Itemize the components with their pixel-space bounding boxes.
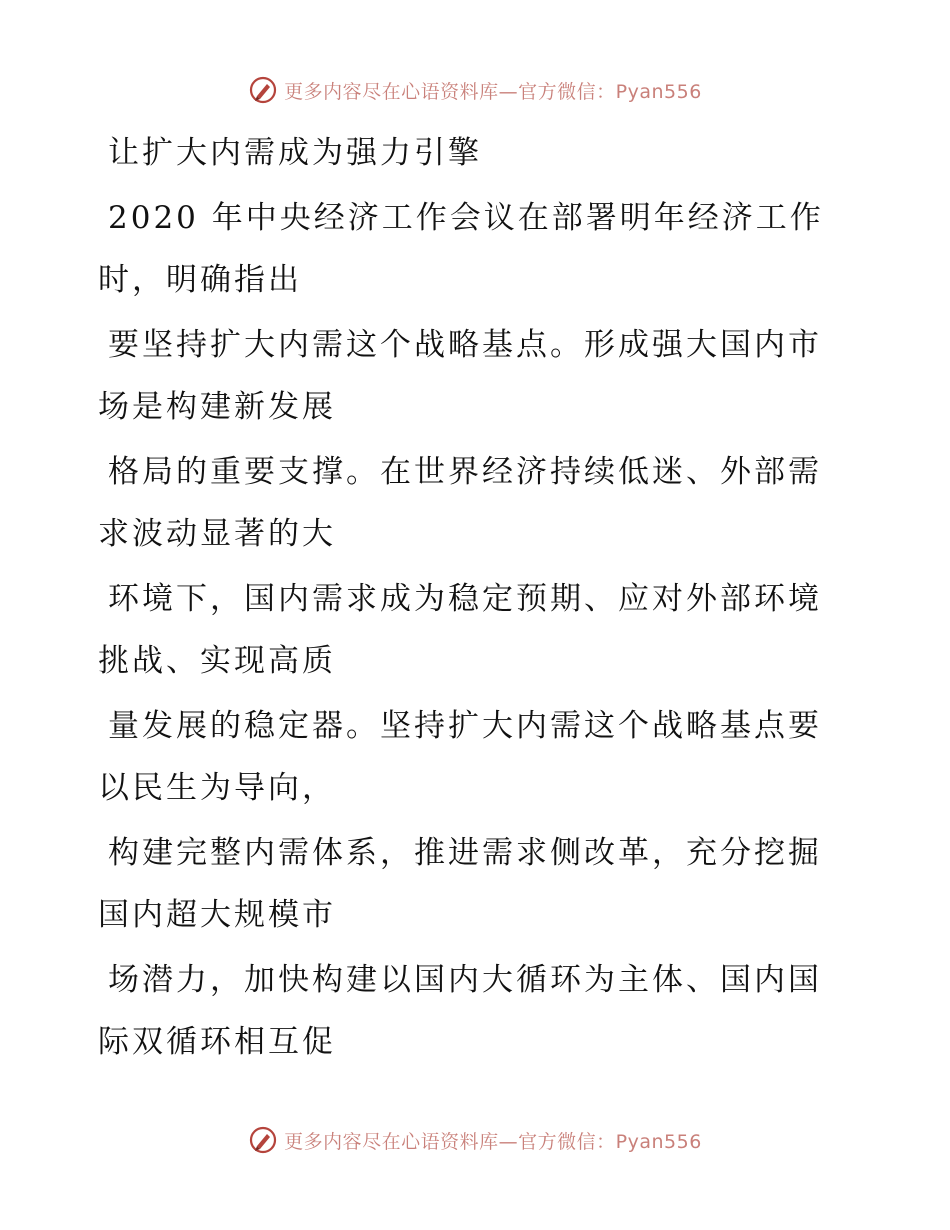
paragraph (98, 314, 838, 438)
document-title (98, 122, 838, 184)
watermark-text: 更多内容尽在心语资料库—官方微信：Pyan556 (284, 80, 702, 103)
paragraph-line: 际双循环相互促 (98, 1024, 336, 1060)
paragraph (98, 695, 838, 819)
paragraph-line: 国内超大规模市 (98, 897, 336, 933)
paragraph-line: 场潜力，加快构建以国内大循环为主体、国内国 (108, 962, 822, 998)
paragraph-line: 求波动显著的大 (98, 516, 336, 552)
paragraph-line: 格局的重要支撑。在世界经济持续低迷、外部需 (108, 454, 822, 490)
paragraph (98, 441, 838, 565)
paragraph-line: 挑战、实现高质 (98, 643, 336, 679)
watermark-text: 更多内容尽在心语资料库—官方微信：Pyan556 (284, 1130, 702, 1153)
pen-logo-icon (248, 75, 278, 105)
paragraph-line: 环境下，国内需求成为稳定预期、应对外部环境 (108, 581, 822, 617)
header-watermark-banner (0, 70, 950, 110)
paragraph-line: 要坚持扩大内需这个战略基点。形成强大国内市 (108, 327, 822, 363)
paragraph (98, 949, 838, 1073)
paragraph-line: 场是构建新发展 (98, 389, 336, 425)
paragraph-line: 以民生为导向， (98, 770, 336, 806)
paragraph-line: 2020 年中央经济工作会议在部署明年经济工作 (108, 200, 824, 236)
footer-watermark-banner (0, 1120, 950, 1160)
document-body (98, 122, 838, 1073)
pen-logo-icon (248, 1125, 278, 1155)
paragraph-line: 量发展的稳定器。坚持扩大内需这个战略基点要 (108, 708, 822, 744)
paragraph-line: 构建完整内需体系，推进需求侧改革，充分挖掘 (108, 835, 822, 871)
paragraph (98, 187, 838, 311)
paragraph (98, 568, 838, 692)
title-text: 让扩大内需成为强力引擎 (108, 135, 482, 171)
paragraph-line: 时，明确指出 (98, 262, 302, 298)
paragraph (98, 822, 838, 946)
